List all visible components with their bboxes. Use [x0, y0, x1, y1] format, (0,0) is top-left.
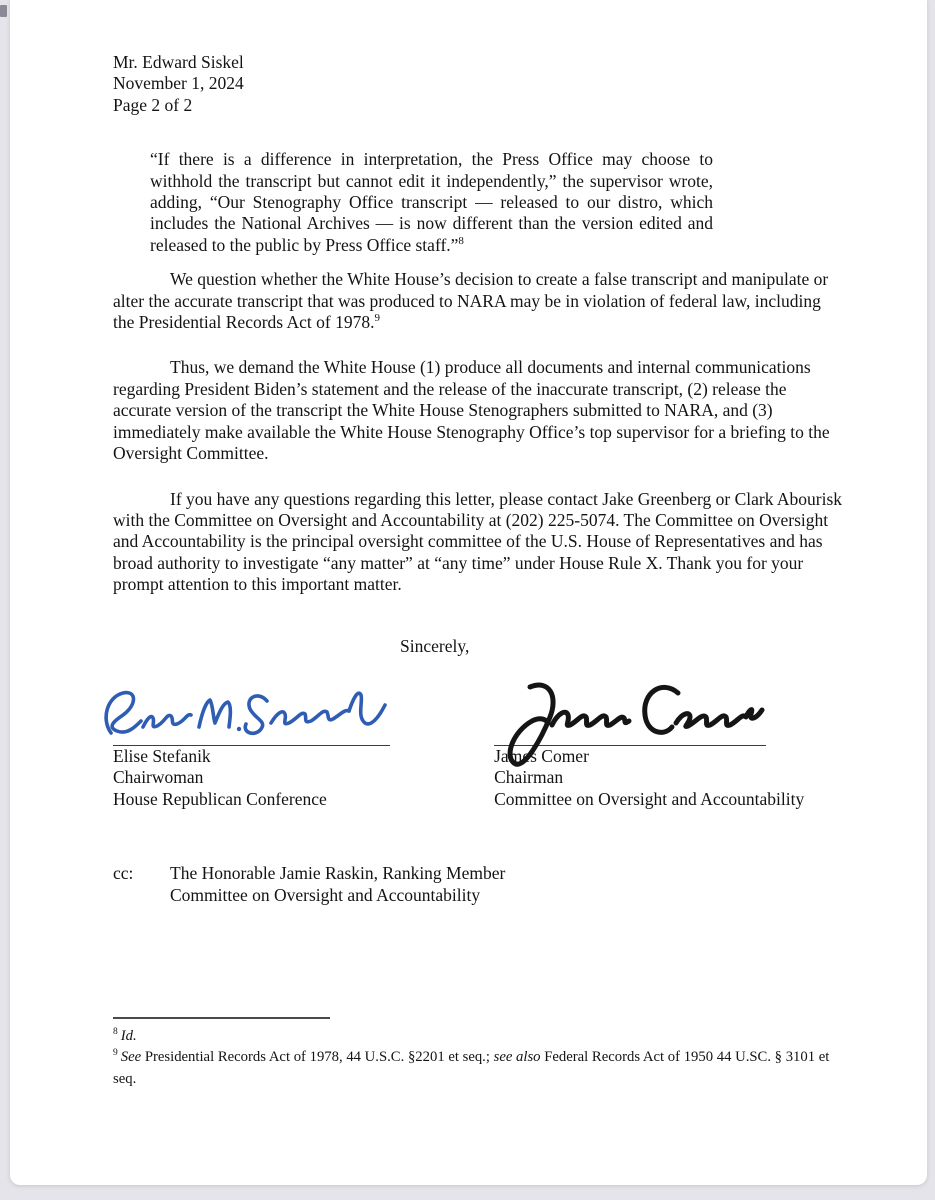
signer-title: Chairwoman	[113, 767, 204, 788]
cc-line-1: The Honorable Jamie Raskin, Ranking Member	[170, 863, 506, 884]
paragraph-demands-text: Thus, we demand the White House (1) produce all documents and internal communications regarding President Biden’s statement and the release of the inaccurate transcript, (2) release the accurate version of the transcript the White House Stenographers submitted to NARA, and (3) immediately make available the White House Stenography Office’s top supervisor for a briefing to the Oversight Committee.	[113, 357, 830, 464]
cc-recipients	[170, 863, 505, 906]
footnote-9-cite-1: Presidential Records Act of 1978, 44 U.S.C. §2201 et seq.;	[141, 1049, 494, 1066]
recipient-line: Mr. Edward Siskel	[113, 52, 244, 72]
footnote-ref-8: 8	[458, 235, 464, 248]
signer-name: James Comer	[494, 745, 589, 766]
letter-content	[10, 0, 927, 1185]
footnote-9	[113, 1047, 845, 1090]
closing-sincerely: Sincerely,	[400, 635, 470, 656]
date-line: November 1, 2024	[113, 73, 244, 94]
paragraph-we-question-text: We question whether the White House’s decision to create a false transcript and manipulate or alter the accurate transcript that was produced to NARA may be in violation of federal law, including the Presidential Records Act of 1978.	[113, 269, 829, 333]
footnote-area	[113, 1017, 845, 1090]
cc-label: cc:	[113, 863, 134, 884]
footnote-9-cite-2: Federal Records Act of 1950 44 U.SC. § 3101 et seq.	[113, 1049, 830, 1087]
signature-row	[113, 661, 845, 810]
comer-signature-ink	[490, 667, 780, 781]
quote-text: “If there is a difference in interpretation, the Press Office may choose to withhold the transcript but cannot edit it independently,” the supervisor wrote, adding, “Our Stenography Office transcript — released to our distro, which includes the National Archives — is now different than the version edited and released to the public by Press Office staff.”	[150, 149, 713, 255]
footnote-9-see-also: see also	[493, 1049, 541, 1066]
letter-page	[10, 0, 927, 1185]
stefanik-signature	[113, 661, 390, 745]
comer-signature	[494, 661, 845, 745]
stefanik-signature-ink	[99, 669, 403, 761]
footnote-separator	[113, 1017, 330, 1019]
signature-block-stefanik	[113, 661, 390, 810]
paragraph-contact	[113, 489, 845, 596]
paragraph-demands	[113, 357, 845, 464]
scan-edge-artifact	[0, 5, 7, 17]
footnote-9-see: See	[120, 1049, 142, 1066]
footnote-8	[113, 1026, 845, 1047]
signer-title: Chairman	[494, 767, 564, 788]
signer-org: House Republican Conference	[113, 788, 327, 809]
letter-header	[113, 52, 845, 116]
page-number-line: Page 2 of 2	[113, 94, 193, 115]
footnote-8-text: Id.	[120, 1027, 137, 1044]
signature-block-comer	[494, 661, 845, 810]
cc-block	[113, 863, 845, 906]
footnote-ref-9: 9	[374, 312, 380, 325]
footnote-9-ref: 9	[113, 1048, 118, 1059]
signer-org: Committee on Oversight and Accountability	[494, 788, 805, 809]
signer-name: Elise Stefanik	[113, 745, 211, 766]
paragraph-contact-text: If you have any questions regarding this letter, please contact Jake Greenberg or Clark Abourisk with the Committee on Oversight and Accountability at (202) 225-5074. The Committee on Oversight and Accountability is the principal oversight committee of the U.S. House of Representatives and has broad authority to investigate “any matter” at “any time” under House Rule X. Thank you for your prompt attention to this important matter.	[113, 488, 843, 595]
quoted-paragraph	[150, 149, 713, 256]
footnote-8-ref: 8	[113, 1027, 118, 1038]
cc-line-2: Committee on Oversight and Accountability	[170, 884, 481, 905]
paragraph-we-question	[113, 269, 845, 333]
